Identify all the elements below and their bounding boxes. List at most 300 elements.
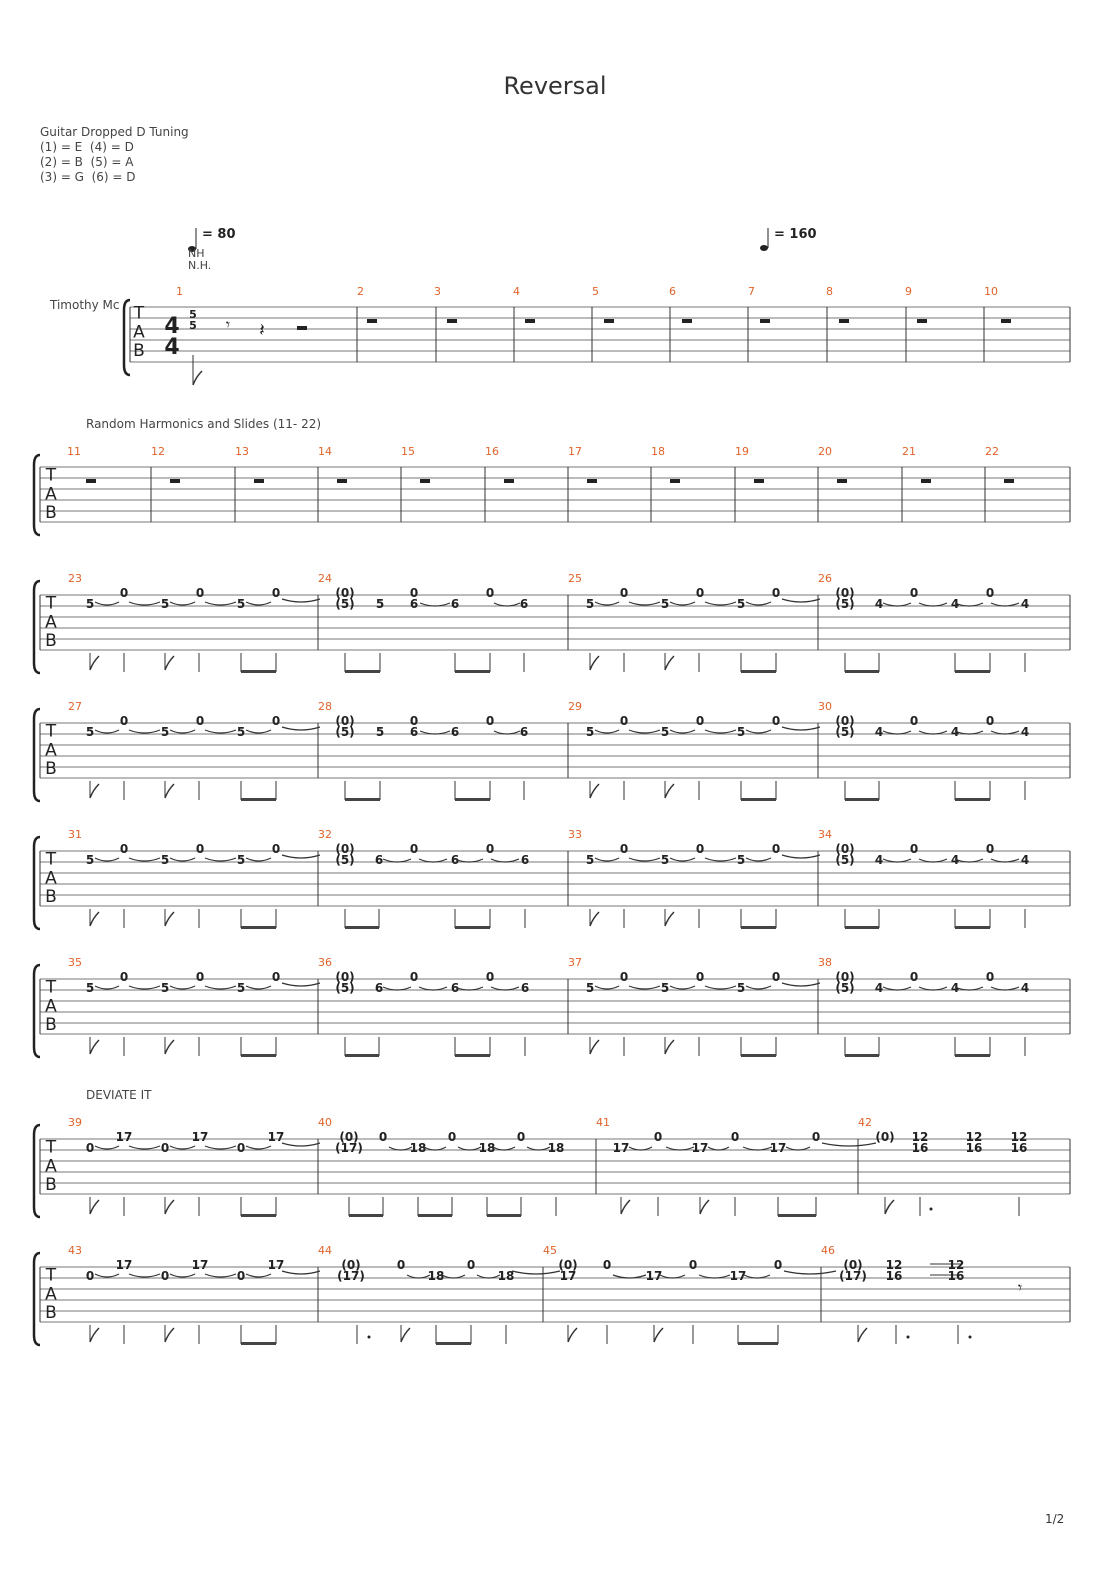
m31-slur-5 xyxy=(246,858,271,861)
m43-slur-1 xyxy=(95,1274,119,1277)
tempo-2-notehead xyxy=(760,245,768,251)
m25-n1-flag xyxy=(590,656,599,670)
tab-letter-b: B xyxy=(45,1015,57,1035)
m30-note-3: 0 xyxy=(909,714,919,728)
m37-n1-flag xyxy=(590,1040,599,1054)
m27-n1-flag xyxy=(90,784,99,798)
m29-n1-flag xyxy=(590,784,599,798)
measure-number-4: 4 xyxy=(513,285,520,298)
m2-whole-rest xyxy=(367,319,377,323)
m43-note-3: 0 xyxy=(160,1269,170,1283)
m43-n1-flag xyxy=(90,1328,99,1342)
m42-note-4b: 16 xyxy=(1010,1141,1028,1155)
m23-n1-flag xyxy=(90,656,99,670)
m1-note-flag xyxy=(193,371,202,385)
m30-beam-1 xyxy=(845,798,879,801)
m21-whole-rest xyxy=(921,479,931,483)
measure-number-13: 13 xyxy=(235,445,249,458)
m26-note-5: 0 xyxy=(985,586,995,600)
m31-beam xyxy=(241,926,276,929)
m43-note-6: 17 xyxy=(267,1258,285,1272)
m45-note-5: 17 xyxy=(729,1269,747,1283)
m26-note-1a: (0) xyxy=(835,586,855,600)
m42-note-2a: 12 xyxy=(911,1130,929,1144)
tempo-2-value: = 160 xyxy=(774,227,817,242)
m4-whole-rest xyxy=(525,319,535,323)
m25-note-5: 5 xyxy=(736,597,746,611)
m44-note-4: 0 xyxy=(466,1258,476,1272)
measure-number-43: 43 xyxy=(68,1244,82,1257)
m20-whole-rest xyxy=(837,479,847,483)
m33-n1-flag xyxy=(590,912,599,926)
measure-number-38: 38 xyxy=(818,956,832,969)
m34-note-1b: (5) xyxy=(835,853,855,867)
m37-note-1: 5 xyxy=(585,981,595,995)
tab-letter-b: B xyxy=(45,887,57,907)
m46-eighth-rest: 𝄾 xyxy=(1017,1278,1023,1297)
m27-note-5: 5 xyxy=(236,725,246,739)
m30-note-4: 4 xyxy=(950,725,960,739)
m8-whole-rest xyxy=(839,319,849,323)
m40-note-2: 0 xyxy=(378,1130,388,1144)
measure-number-2: 2 xyxy=(357,285,364,298)
m39-note-3: 0 xyxy=(160,1141,170,1155)
m26-note-1b: (5) xyxy=(835,597,855,611)
m24-note-3b: 6 xyxy=(409,597,419,611)
m41-note-3: 17 xyxy=(691,1141,709,1155)
m40-note-6: 0 xyxy=(516,1130,526,1144)
m25-slur-5 xyxy=(746,602,771,605)
m13-whole-rest xyxy=(254,479,264,483)
tab-letter-a: A xyxy=(133,322,145,343)
m35-slur-1 xyxy=(95,986,119,989)
measure-number-42: 42 xyxy=(858,1116,872,1129)
m33-note-1: 5 xyxy=(585,853,595,867)
m33-slur-4 xyxy=(705,858,736,861)
tab-letter-a: A xyxy=(45,612,57,633)
m43-slur-2 xyxy=(129,1274,160,1277)
m29-note-5: 5 xyxy=(736,725,746,739)
measure-number-27: 27 xyxy=(68,700,82,713)
m42-note-3b: 16 xyxy=(965,1141,983,1155)
tab-letter-b: B xyxy=(133,341,145,361)
m43-note-1: 0 xyxy=(85,1269,95,1283)
m34-note-6: 4 xyxy=(1020,853,1030,867)
m33-note-5: 5 xyxy=(736,853,746,867)
m26-note-2: 4 xyxy=(874,597,884,611)
measure-number-31: 31 xyxy=(68,828,82,841)
m29-slur-4 xyxy=(705,730,736,733)
m36-note-3: 0 xyxy=(409,970,419,984)
m29-note-1: 5 xyxy=(585,725,595,739)
m29-note-4: 0 xyxy=(695,714,705,728)
m27-slur-4 xyxy=(205,730,236,733)
measure-number-20: 20 xyxy=(818,445,832,458)
m33-slur-1 xyxy=(595,858,619,861)
measure-number-5: 5 xyxy=(592,285,599,298)
m46-note-1b: (17) xyxy=(839,1269,867,1283)
system-8-brace xyxy=(34,1253,40,1345)
m26-beam-2 xyxy=(955,670,990,673)
m26-note-4: 4 xyxy=(950,597,960,611)
annotation-deviate-it: DEVIATE IT xyxy=(86,1088,152,1102)
m31-slur-3 xyxy=(170,858,195,861)
m44-note-5: 18 xyxy=(497,1269,515,1283)
m40-beam-3 xyxy=(487,1214,521,1217)
m45-note-3: 17 xyxy=(645,1269,663,1283)
m29-slur-3 xyxy=(670,730,695,733)
measure-number-8: 8 xyxy=(826,285,833,298)
m40-note-3: 18 xyxy=(409,1141,427,1155)
m32-note-4: 6 xyxy=(450,853,460,867)
m31-note-4: 0 xyxy=(195,842,205,856)
m18-whole-rest xyxy=(670,479,680,483)
m25-note-1: 5 xyxy=(585,597,595,611)
m42-n1-flag xyxy=(885,1200,894,1214)
m44-note-2: 0 xyxy=(396,1258,406,1272)
m34-note-4: 4 xyxy=(950,853,960,867)
m37-n3-flag xyxy=(665,1040,674,1054)
m24-note-1a: (0) xyxy=(335,586,355,600)
tab-letter-b: B xyxy=(45,1175,57,1195)
m22-whole-rest xyxy=(1004,479,1014,483)
m33-note-2: 0 xyxy=(619,842,629,856)
m31-note-2: 0 xyxy=(119,842,129,856)
m38-note-5: 0 xyxy=(985,970,995,984)
measure-number-28: 28 xyxy=(318,700,332,713)
time-sig-bottom: 4 xyxy=(164,335,180,360)
m32-note-1a: (0) xyxy=(335,842,355,856)
m41-n3-flag xyxy=(700,1200,709,1214)
m41-note-2: 0 xyxy=(653,1130,663,1144)
m41-note-6: 0 xyxy=(811,1130,821,1144)
measure-number-11: 11 xyxy=(67,445,81,458)
tab-letter-b: B xyxy=(45,503,57,523)
m33-note-4: 0 xyxy=(695,842,705,856)
m31-slur-2 xyxy=(129,858,160,861)
m31-slur-4 xyxy=(205,858,236,861)
measure-number-1: 1 xyxy=(176,285,183,298)
m45-beam xyxy=(738,1342,778,1345)
m23-slur-5 xyxy=(246,602,271,605)
m45-n3-flag xyxy=(654,1328,663,1342)
m39-note-5: 0 xyxy=(236,1141,246,1155)
m37-slur-2 xyxy=(629,986,660,989)
m43-n3-flag xyxy=(165,1328,174,1342)
m30-note-1a: (0) xyxy=(835,714,855,728)
m43-slur-3 xyxy=(170,1274,195,1277)
m24-note-3a: 0 xyxy=(409,586,419,600)
m29-tie-out xyxy=(782,727,820,730)
m28-note-1b: (5) xyxy=(335,725,355,739)
m40-note-1b: (17) xyxy=(335,1141,363,1155)
m34-note-1a: (0) xyxy=(835,842,855,856)
tab-letter-a: A xyxy=(45,740,57,761)
natural-harmonic-label: N.H. xyxy=(188,259,212,272)
m45-tie-out xyxy=(784,1271,836,1274)
measure-number-44: 44 xyxy=(318,1244,332,1257)
annotation-random-harmonics: Random Harmonics and Slides (11- 22) xyxy=(86,417,322,431)
m39-n1-flag xyxy=(90,1200,99,1214)
m27-tie-out xyxy=(282,727,320,730)
m27-note-4: 0 xyxy=(195,714,205,728)
measure-number-25: 25 xyxy=(568,572,582,585)
m32-note-3: 0 xyxy=(409,842,419,856)
m33-slur-2 xyxy=(629,858,660,861)
m31-note-3: 5 xyxy=(160,853,170,867)
measure-number-39: 39 xyxy=(68,1116,82,1129)
m35-note-5: 5 xyxy=(236,981,246,995)
m42-note-4a: 12 xyxy=(1010,1130,1028,1144)
m38-note-4: 4 xyxy=(950,981,960,995)
m24-note-1b: (5) xyxy=(335,597,355,611)
m46-note-2a: 12 xyxy=(885,1258,903,1272)
m46-note-2b: 16 xyxy=(885,1269,903,1283)
m41-note-4: 0 xyxy=(730,1130,740,1144)
m43-beam xyxy=(241,1342,276,1345)
system-3-brace xyxy=(34,581,40,673)
m46-n1-flag xyxy=(858,1328,867,1342)
m32-note-1b: (5) xyxy=(335,853,355,867)
measure-number-46: 46 xyxy=(821,1244,835,1257)
measure-number-41: 41 xyxy=(596,1116,610,1129)
m42-note-3a: 12 xyxy=(965,1130,983,1144)
m26-beam-1 xyxy=(845,670,879,673)
m33-note-6: 0 xyxy=(771,842,781,856)
m9-whole-rest xyxy=(917,319,927,323)
m33-tie-out xyxy=(782,855,820,858)
tab-letter-t: T xyxy=(45,593,57,614)
m46-note-3a: 12 xyxy=(947,1258,965,1272)
m45-note-6: 0 xyxy=(773,1258,783,1272)
measure-number-30: 30 xyxy=(818,700,832,713)
m24-note-2: 5 xyxy=(375,597,385,611)
m38-note-6: 4 xyxy=(1020,981,1030,995)
m23-slur-3 xyxy=(170,602,195,605)
m43-note-2: 17 xyxy=(115,1258,133,1272)
measure-number-7: 7 xyxy=(748,285,755,298)
tab-letter-t: T xyxy=(45,465,57,486)
m28-note-3b: 6 xyxy=(409,725,419,739)
m16-whole-rest xyxy=(504,479,514,483)
m25-note-4: 0 xyxy=(695,586,705,600)
m25-slur-1 xyxy=(595,602,619,605)
m29-beam xyxy=(741,798,776,801)
m39-slur-5 xyxy=(246,1146,271,1149)
measure-number-40: 40 xyxy=(318,1116,332,1129)
m46-dot-1 xyxy=(907,1336,910,1339)
m40-beam-1 xyxy=(349,1214,383,1217)
m35-slur-4 xyxy=(205,986,236,989)
m33-beam xyxy=(741,926,776,929)
m39-note-4: 17 xyxy=(191,1130,209,1144)
m1-eighth-rest: 𝄾 xyxy=(225,315,231,334)
m37-note-3: 5 xyxy=(660,981,670,995)
m34-note-2: 4 xyxy=(874,853,884,867)
tab-letter-a: A xyxy=(45,1156,57,1177)
m31-note-5: 5 xyxy=(236,853,246,867)
time-sig-top: 4 xyxy=(164,314,180,339)
tuning-line-2: (2) = B (5) = A xyxy=(40,155,134,169)
m41-beam xyxy=(778,1214,816,1217)
m23-slur-4 xyxy=(205,602,236,605)
m45-note-1b: 17 xyxy=(559,1269,577,1283)
measure-number-14: 14 xyxy=(318,445,332,458)
m24-note-6: 6 xyxy=(519,597,529,611)
m5-whole-rest xyxy=(604,319,614,323)
m29-note-2: 0 xyxy=(619,714,629,728)
m36-note-5: 0 xyxy=(485,970,495,984)
m14-whole-rest xyxy=(337,479,347,483)
tab-letter-t: T xyxy=(45,1265,57,1286)
m44-note-1b: (17) xyxy=(337,1269,365,1283)
m10-whole-rest xyxy=(1001,319,1011,323)
tab-letter-t: T xyxy=(45,977,57,998)
m33-slur-5 xyxy=(746,858,771,861)
system-6-brace xyxy=(34,965,40,1057)
m40-note-1a: (0) xyxy=(339,1130,359,1144)
measure-number-3: 3 xyxy=(434,285,441,298)
m35-n1-flag xyxy=(90,1040,99,1054)
m28-note-4: 6 xyxy=(450,725,460,739)
m25-beam xyxy=(741,670,776,673)
measure-number-33: 33 xyxy=(568,828,582,841)
measure-number-12: 12 xyxy=(151,445,165,458)
m45-note-4: 0 xyxy=(688,1258,698,1272)
m27-beam xyxy=(241,798,276,801)
m41-n1-flag xyxy=(621,1200,630,1214)
m39-note-2: 17 xyxy=(115,1130,133,1144)
measure-number-29: 29 xyxy=(568,700,582,713)
m35-slur-2 xyxy=(129,986,160,989)
m37-note-4: 0 xyxy=(695,970,705,984)
measure-number-9: 9 xyxy=(905,285,912,298)
m29-slur-2 xyxy=(629,730,660,733)
m28-beam-2 xyxy=(455,798,490,801)
m45-note-1a: (0) xyxy=(558,1258,578,1272)
m43-slur-4 xyxy=(205,1274,236,1277)
m12-whole-rest xyxy=(170,479,180,483)
m40-note-5: 18 xyxy=(478,1141,496,1155)
tab-letter-t: T xyxy=(45,721,57,742)
m35-beam xyxy=(241,1054,276,1057)
m27-slur-1 xyxy=(95,730,119,733)
song-title: Reversal xyxy=(503,72,607,100)
m19-whole-rest xyxy=(754,479,764,483)
m25-note-3: 5 xyxy=(660,597,670,611)
m38-note-2: 4 xyxy=(874,981,884,995)
m38-beam-2 xyxy=(955,1054,990,1057)
m27-note-2: 0 xyxy=(119,714,129,728)
m37-slur-4 xyxy=(705,986,736,989)
measure-number-18: 18 xyxy=(651,445,665,458)
m37-note-2: 0 xyxy=(619,970,629,984)
m38-note-1a: (0) xyxy=(835,970,855,984)
m30-note-6: 4 xyxy=(1020,725,1030,739)
m39-beam xyxy=(241,1214,276,1217)
m23-note-1: 5 xyxy=(85,597,95,611)
tuning-line-3: (3) = G (6) = D xyxy=(40,170,136,184)
m29-note-3: 5 xyxy=(660,725,670,739)
m33-slur-3 xyxy=(670,858,695,861)
m36-beam-1 xyxy=(345,1054,379,1057)
m39-tie-out xyxy=(282,1143,320,1146)
measure-number-26: 26 xyxy=(818,572,832,585)
m32-note-5: 0 xyxy=(485,842,495,856)
m35-n3-flag xyxy=(165,1040,174,1054)
m44-beam xyxy=(436,1342,471,1345)
measure-number-16: 16 xyxy=(485,445,499,458)
page-number: 1/2 xyxy=(1045,1512,1065,1526)
m25-n3-flag xyxy=(665,656,674,670)
m3-whole-rest xyxy=(447,319,457,323)
measure-number-23: 23 xyxy=(68,572,82,585)
m31-n3-flag xyxy=(165,912,174,926)
tab-letter-a: A xyxy=(45,996,57,1017)
m37-beam xyxy=(741,1054,776,1057)
m31-tie-out xyxy=(282,855,320,858)
m1-quarter-rest: 𝄽 xyxy=(259,320,265,341)
m26-note-3: 0 xyxy=(909,586,919,600)
tab-letter-a: A xyxy=(45,1284,57,1305)
m36-note-2: 6 xyxy=(374,981,384,995)
measure-number-19: 19 xyxy=(735,445,749,458)
m32-beam-2 xyxy=(455,926,490,929)
m23-note-3: 5 xyxy=(160,597,170,611)
m23-note-5: 5 xyxy=(236,597,246,611)
m39-note-1: 0 xyxy=(85,1141,95,1155)
m37-slur-1 xyxy=(595,986,619,989)
m34-note-3: 0 xyxy=(909,842,919,856)
m33-n3-flag xyxy=(665,912,674,926)
m31-n1-flag xyxy=(90,912,99,926)
m39-slur-4 xyxy=(205,1146,236,1149)
m42-note-2b: 16 xyxy=(911,1141,929,1155)
m34-note-5: 0 xyxy=(985,842,995,856)
m17-whole-rest xyxy=(587,479,597,483)
m23-n3-flag xyxy=(165,656,174,670)
m25-note-2: 0 xyxy=(619,586,629,600)
m39-slur-3 xyxy=(170,1146,195,1149)
m40-beam-2 xyxy=(418,1214,452,1217)
m32-beam-1 xyxy=(345,926,379,929)
m26-note-6: 4 xyxy=(1020,597,1030,611)
measure-number-34: 34 xyxy=(818,828,832,841)
m35-slur-5 xyxy=(246,986,271,989)
m23-note-2: 0 xyxy=(119,586,129,600)
m42-dot xyxy=(930,1208,933,1211)
m38-note-3: 0 xyxy=(909,970,919,984)
tuning-line-1: (1) = E (4) = D xyxy=(40,140,134,154)
tab-letter-a: A xyxy=(45,868,57,889)
m44-note-3: 18 xyxy=(427,1269,445,1283)
measure-number-10: 10 xyxy=(984,285,998,298)
m39-note-6: 17 xyxy=(267,1130,285,1144)
m38-beam-1 xyxy=(845,1054,879,1057)
m36-note-1b: (5) xyxy=(335,981,355,995)
m35-note-4: 0 xyxy=(195,970,205,984)
m39-slur-2 xyxy=(129,1146,160,1149)
m35-note-1: 5 xyxy=(85,981,95,995)
m35-tie-out xyxy=(282,983,320,986)
m23-slur-1 xyxy=(95,602,119,605)
m28-note-5: 0 xyxy=(485,714,495,728)
measure-number-45: 45 xyxy=(543,1244,557,1257)
m37-tie-out xyxy=(782,983,820,986)
m25-slur-4 xyxy=(705,602,736,605)
m41-note-1: 17 xyxy=(612,1141,630,1155)
m24-note-5: 0 xyxy=(485,586,495,600)
